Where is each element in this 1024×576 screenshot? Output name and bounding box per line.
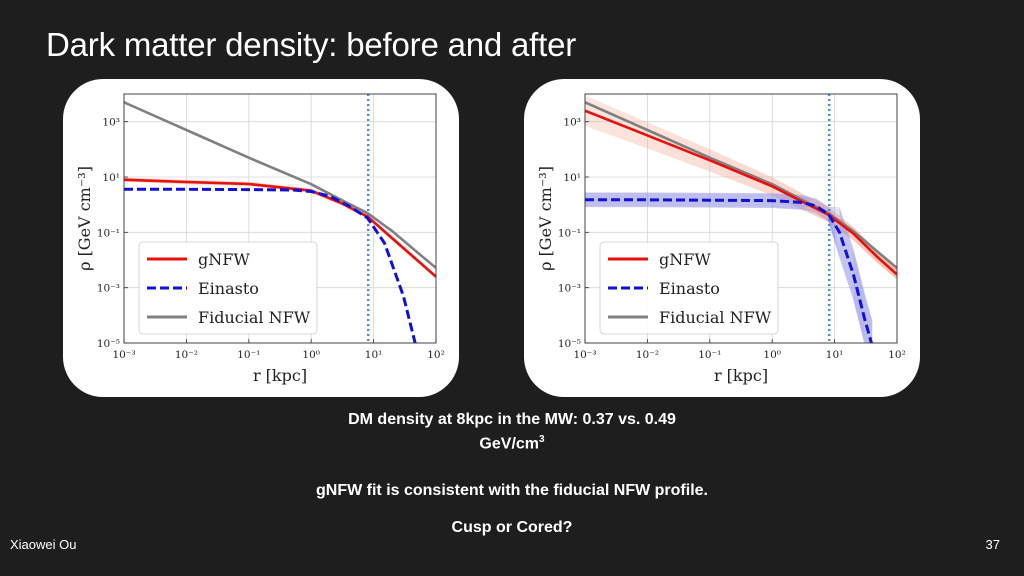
x-tick-label: 10⁻¹: [698, 349, 722, 361]
chart-panel-right: [524, 79, 920, 397]
x-tick-label: 10⁻²: [635, 349, 659, 361]
x-axis-label: r [kpc]: [252, 366, 308, 385]
slide-title: Dark matter density: before and after: [46, 26, 577, 63]
y-tick-label: 10³: [102, 116, 120, 129]
legend-label: Fiducial NFW: [198, 308, 311, 327]
caption-gnfw-consistency: gNFW fit is consistent with the fiducial NFW profile.: [316, 482, 708, 499]
x-tick-label: 10²: [427, 349, 445, 361]
caption-units: [0, 434, 1024, 453]
y-tick-label: 10⁻¹: [557, 227, 581, 240]
x-tick-label: 10⁻¹: [237, 349, 261, 361]
y-tick-label: 10⁻³: [96, 282, 120, 295]
y-tick-label: 10³: [563, 116, 581, 129]
x-tick-label: 10⁰: [763, 349, 781, 361]
legend-label: Einasto: [659, 279, 720, 298]
caption-question: Cusp or Cored?: [451, 519, 573, 536]
page-number: 37: [985, 537, 1000, 552]
x-tick-label: 10⁻³: [573, 349, 597, 361]
x-tick-label: 10⁻²: [174, 349, 198, 361]
legend-label: Einasto: [198, 279, 259, 298]
x-tick-label: 10¹: [364, 349, 383, 361]
y-tick-label: 10⁻³: [557, 282, 581, 295]
density-chart-after: [524, 79, 920, 397]
y-axis-label: ρ [GeV cm⁻³]: [75, 166, 94, 271]
caption-units-base: GeV/cm: [479, 435, 540, 453]
chart-panel-left: [63, 79, 459, 397]
y-tick-label: 10¹: [563, 172, 581, 184]
y-tick-label: 10¹: [102, 172, 120, 184]
x-tick-label: 10¹: [825, 349, 844, 361]
legend: [600, 242, 778, 334]
legend: [139, 242, 317, 334]
legend-label: gNFW: [659, 250, 711, 269]
x-tick-label: 10²: [888, 349, 906, 361]
y-tick-label: 10⁻¹: [96, 227, 120, 240]
x-tick-label: 10⁻³: [112, 349, 136, 361]
x-axis-label: r [kpc]: [713, 366, 769, 385]
y-tick-label: 10⁻⁵: [96, 338, 120, 350]
legend-label: gNFW: [198, 250, 250, 269]
caption-dm-density: DM density at 8kpc in the MW: 0.37 vs. 0.49: [348, 411, 676, 428]
footer-author: Xiaowei Ou: [10, 537, 77, 552]
y-axis-label: ρ [GeV cm⁻³]: [536, 166, 555, 271]
y-tick-label: 10⁻⁵: [557, 338, 581, 350]
x-tick-label: 10⁰: [302, 349, 320, 361]
legend-label: Fiducial NFW: [659, 308, 772, 327]
caption-units-sup: 3: [539, 434, 545, 445]
density-chart-before: [63, 79, 459, 397]
